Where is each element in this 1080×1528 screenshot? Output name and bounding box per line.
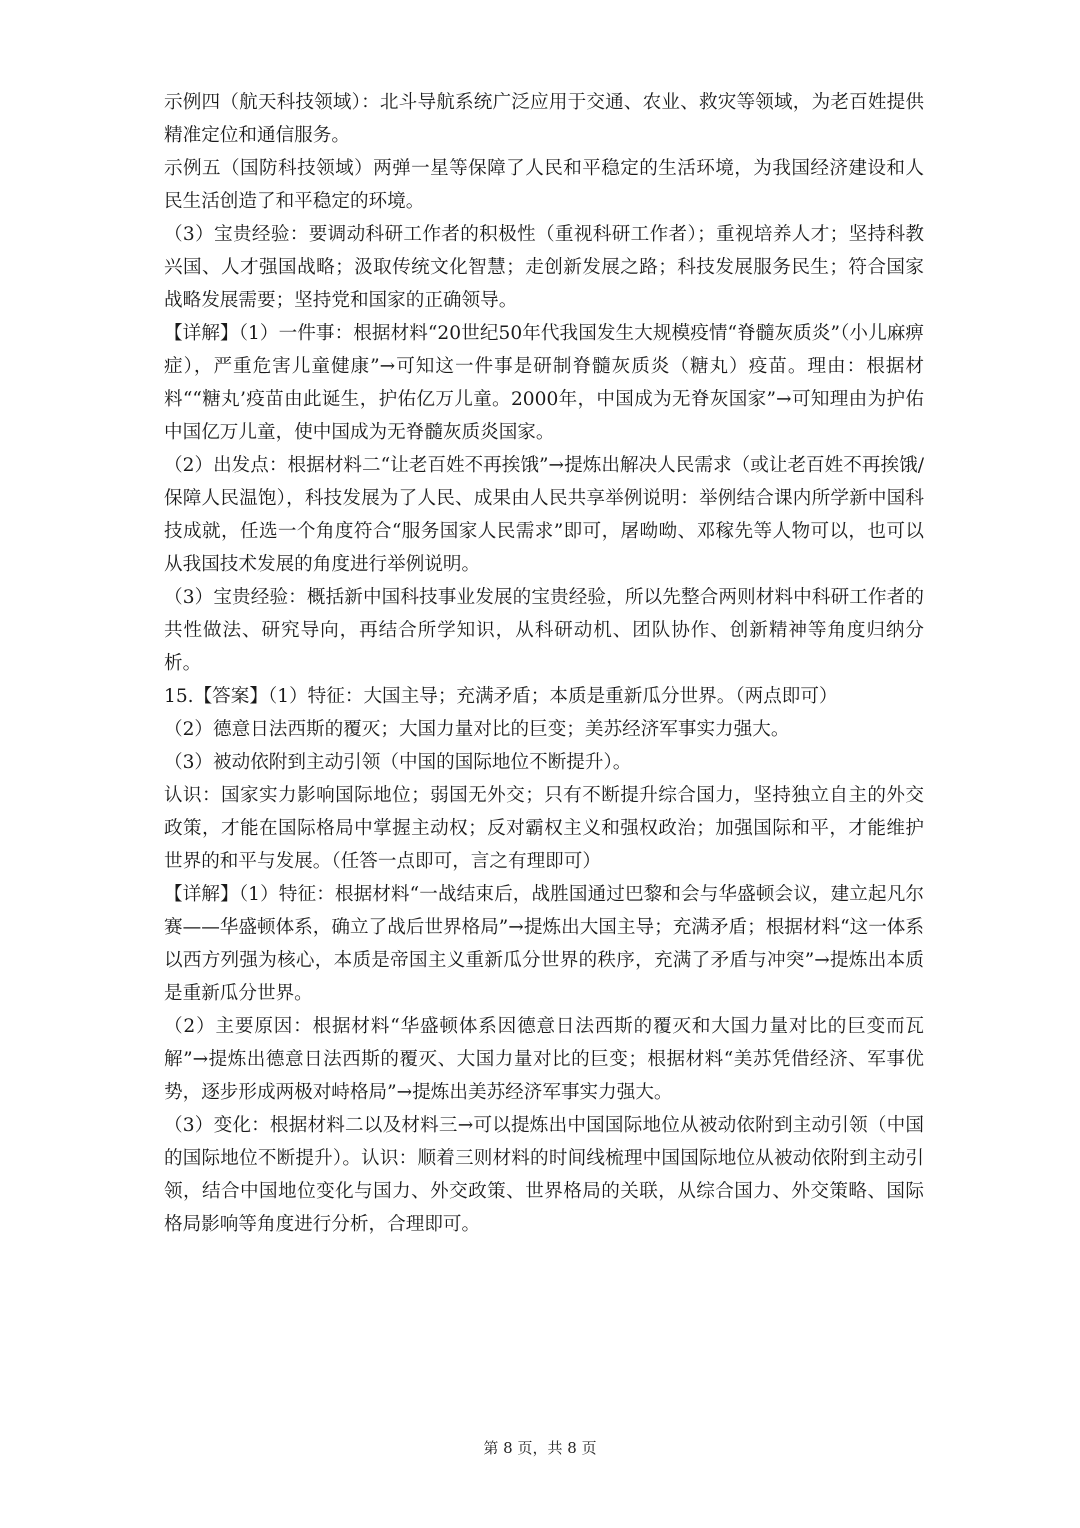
paragraph-example-5: 示例五（国防科技领域）两弹一星等保障了人民和平稳定的生活环境，为我国经济建设和人民生活创造了和平稳定的环境。 (164, 158, 924, 212)
paragraph-q15-explanation-2: （2）主要原因：根据材料“华盛顿体系因德意日法西斯的覆灭和大国力量对比的巨变而瓦解”→提炼出德意日法西斯的覆灭、大国力量对比的巨变；根据材料“美苏凭借经济、军事优势，逐步形成两极对峙格局”→提炼出美苏经济军事实力强大。 (164, 1016, 924, 1103)
page-footer: 第 8 页，共 8 页 (483, 1439, 597, 1457)
paragraph-q14-explanation-2: （2）出发点：根据材料二“让老百姓不再挨饿”→提炼出解决人民需求（或让老百姓不再挨饿/保障人民温饱），科技发展为了人民、成果由人民共享举例说明：举例结合课内所学新中国科技成就，任选一个角度符合“服务国家人民需求”即可，屠呦呦、邓稼先等人物可以，也可以从我国技术发展的角度进行举例说明。 (164, 455, 924, 575)
paragraph-q14-explanation-3: （3）宝贵经验：概括新中国科技事业发展的宝贵经验，所以先整合两则材料中科研工作者的共性做法、研究导向，再结合所学知识，从科研动机、团队协作、创新精神等角度归纳分析。 (164, 587, 924, 674)
paragraph-q14-explanation-1: 【详解】（1）一件事：根据材料“20世纪50年代我国发生大规模疫情“脊髓灰质炎”（小儿麻痹症），严重危害儿童健康”→可知这一件事是研制脊髓灰质炎（糖丸）疫苗。理由：根据材料““糖丸’疫苗由此诞生，护佑亿万儿童。2000年，中国成为无脊灰国家”→可知理由为护佑中国亿万儿童，使中国成为无脊髓灰质炎国家。 (164, 323, 924, 443)
paragraph-q15-understanding: 认识：国家实力影响国际地位；弱国无外交；只有不断提升综合国力，坚持独立自主的外交政策，才能在国际格局中掌握主动权；反对霸权主义和强权政治；加强国际和平，才能维护世界的和平与发展。（任答一点即可，言之有理即可） (164, 785, 924, 872)
paragraph-q15-explanation-3: （3）变化：根据材料二以及材料三→可以提炼出中国国际地位从被动依附到主动引领（中国的国际地位不断提升）。认识：顺着三则材料的时间线梳理中国国际地位从被动依附到主动引领，结合中国地位变化与国力、外交政策、世界格局的关联，从综合国力、外交策略、国际格局影响等角度进行分析，合理即可。 (164, 1115, 924, 1235)
paragraph-q15-explanation-1: 【详解】（1）特征：根据材料“一战结束后，战胜国通过巴黎和会与华盛顿会议，建立起凡尔赛——华盛顿体系，确立了战后世界格局”→提炼出大国主导；充满矛盾；根据材料“这一体系以西方列强为核心，本质是帝国主义重新瓜分世界的秩序，充满了矛盾与冲突”→提炼出本质是重新瓜分世界。 (164, 884, 924, 1004)
answer-text-body (164, 86, 924, 1241)
paragraph-example-4: 示例四（航天科技领域）：北斗导航系统广泛应用于交通、农业、救灾等领域，为老百姓提供精准定位和通信服务。 (164, 92, 924, 146)
paragraph-q15-answer-2: （2）德意日法西斯的覆灭；大国力量对比的巨变；美苏经济军事实力强大。 (164, 719, 790, 740)
paragraph-q15-answer-3: （3）被动依附到主动引领（中国的国际地位不断提升）。 (164, 752, 632, 773)
paragraph-q15-answer-1: 15.【答案】（1）特征：大国主导；充满矛盾；本质是重新瓜分世界。（两点即可） (164, 686, 838, 707)
paragraph-q14-part3-answer: （3）宝贵经验：要调动科研工作者的积极性（重视科研工作者）；重视培养人才；坚持科教兴国、人才强国战略；汲取传统文化智慧；走创新发展之路；科技发展服务民生；符合国家战略发展需要；坚持党和国家的正确领导。 (164, 224, 924, 311)
